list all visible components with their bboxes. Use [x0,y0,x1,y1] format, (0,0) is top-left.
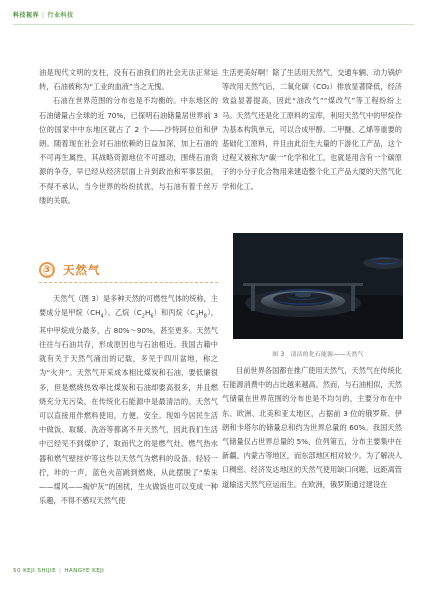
footer-separator: | [59,568,62,574]
gas-flame-image [233,233,403,339]
paragraph: 生活更美好啊！除了生活用天然气，交通车辆、动力锅炉等改用天然气后，二氧化碳（CO₂）排放显著降低，经济效益显著提高，因此“油改气”“煤改气”等工程纷纷上马。天然气还是化工原料的宝库，利用天然气中的甲烷作为基本构筑单元，可以合成甲醇、二甲醚、乙烯等重要的基础化工原料，并且由此衍生大量的下游化工产品，这个过程又被称为“碳一”化学和化工，也就是用含有一个碳原子的小分子化合物用来建造整个化工产品大厦的天然气化学和化工。 [222,68,402,191]
section-title: 天然气 [63,263,101,277]
section-name: 行业科技 [47,12,74,19]
paragraph: 目前世界各国都在推广使用天然气，天然气在传统化石能源消费中的占比越来越高。然而，与石油相似，天然气储量在世界范围的分布也是不均匀的，主要分布在中东、欧洲、北美和亚太地区，占据前 3 位的俄罗斯、伊朗和卡塔尔的储量总和约为世界总量的 60%。我国天然气储量仅占世界总量的 5%，位列第五，分布主要集中在新疆、内蒙古等地区，而东部地区相对较少。为了解决人口稠密、经济发达地区的天然气使用缺口问题，远距离管道输送天然气应运而生。在欧洲，俄罗斯通过建设在 [222,366,402,489]
left-column-top [39,66,218,208]
running-footer [13,568,104,574]
header-divider [13,24,414,25]
right-column-bottom [222,364,402,492]
left-column-bottom [39,292,218,508]
right-column-top [222,66,402,194]
paragraph: 石油在世界范围的分布也是不均衡的。中东地区的石油储量占全球的近 70%，已探明石油储量居世界前 3 位的国家中中东地区就占了 2 个——沙特阿拉伯和伊朗。随着现在社会对石油依赖的日益加深，加上石油的不可再生属性，其战略资源地位不可撼动，围绕石油资源的争夺，早已经从经济层面上升到政治和军事层面，不得不承认，当今世界的纷纷扰扰，与石油有着千丝万缕的关联。 [39,96,218,205]
magazine-name: 科技视界 [13,12,40,19]
header-separator: | [42,12,45,19]
section-divider [39,282,218,283]
footer-magazine: KEJI SHIJIE [23,568,57,574]
figure-caption: 图 3 清洁的化石能源——天然气 [272,352,364,358]
page-number: 50 [13,568,21,574]
paragraph: 天然气（图 3）是多种天然的可燃性气体的统称，主要成分是甲烷$(CH_4)$、乙烷$(C_2H_6)$和丙烷$(C_3H_8)$，其中甲烷成分最多，占 80%～90%，甚至更多。天然气往往与石油共存，形成原因也与石油相近。我国古籍中就有关于天然气涌出的记载，多见于四川盆地，称之为“火井”。天然气开采成本相比煤炭和石油，要低廉很多，但是燃烧热效率比煤炭和石油却要高很多，并且燃烧充分无污染，在传统化石能源中是最清洁的。天然气可以直接用作燃料使用，方便、安全。现如今居民生活中做饭、取暖、洗浴等都离不开天然气，因此我们生活中已经见不到煤炉了，取而代之的是燃气灶、燃气热水器和燃气壁挂炉等这些以天然气为燃料的设备。轻轻一拧，咔的一声，蓝色火苗跳到燃烧，从此摆脱了“柴朱——煤风——掏炉灰”的困扰，生火做饭也可以变成一种乐趣，不得不感叹天然气使 [39,294,218,506]
section-heading [39,262,218,284]
section-number-badge: 3 [39,262,55,278]
paragraph: 油是现代文明的支柱，没有石油我们的社会无法正常运转，石油被称为“工业的血液”当之无愧。 [39,68,218,92]
gas-stove-photo [233,233,403,339]
running-header [13,10,74,19]
footer-section: HANGYE KEJI [64,568,105,574]
